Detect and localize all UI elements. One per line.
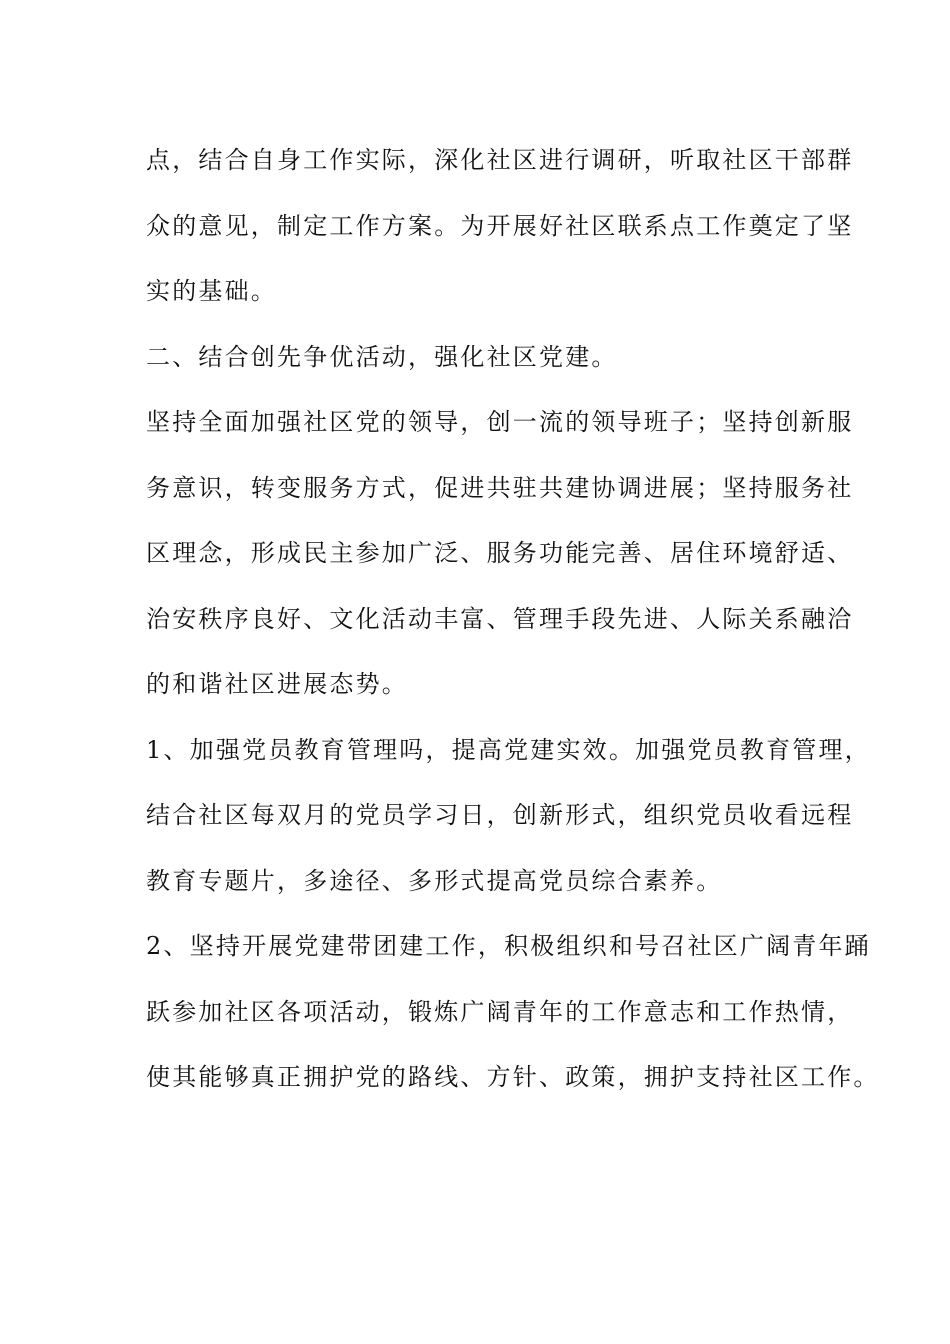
text-line-1: 点，结合自身工作实际，深化社区进行调研，听取社区干部群 (146, 146, 854, 174)
text-line-5: 坚持全面加强社区党的领导，创一流的领导班子；坚持创新服 (146, 408, 854, 436)
text-line-2: 众的意见，制定工作方案。为开展好社区联系点工作奠定了坚 (146, 211, 854, 240)
list-item-2-line-2: 跃参加社区各项活动，锻炼广阔青年的工作意志和工作热情， (146, 997, 854, 1026)
text-line-7: 区理念，形成民主参加广泛、服务功能完善、居住环境舒适、 (146, 539, 854, 567)
list-item-1-line-1: 1、加强党员教育管理吗，提高党建实效。加强党员教育管理， (146, 735, 871, 764)
section-heading: 二、结合创先争优活动，强化社区党建。 (146, 342, 618, 371)
text-line-9: 的和谐社区进展态势。 (146, 670, 408, 698)
text-line-6: 务意识，转变服务方式，促进共驻共建协调进展；坚持服务社 (146, 473, 854, 502)
list-item-1-line-2: 结合社区每双月的党员学习日，创新形式，组织党员收看远程 (146, 801, 854, 829)
text-line-8: 治安秩序良好、文化活动丰富、管理手段先进、人际关系融洽 (146, 604, 854, 633)
list-item-1-line-3: 教育专题片，多途径、多形式提高党员综合素养。 (146, 866, 723, 895)
document-body (146, 128, 880, 1111)
list-item-2-line-1: 2、坚持开展党建带团建工作，积极组织和号召社区广阔青年踊 (146, 932, 871, 960)
text-line-3: 实的基础。 (146, 277, 277, 305)
list-item-2-line-3: 使其能够真正拥护党的路线、方针、政策，拥护支持社区工作。 (146, 1063, 880, 1091)
